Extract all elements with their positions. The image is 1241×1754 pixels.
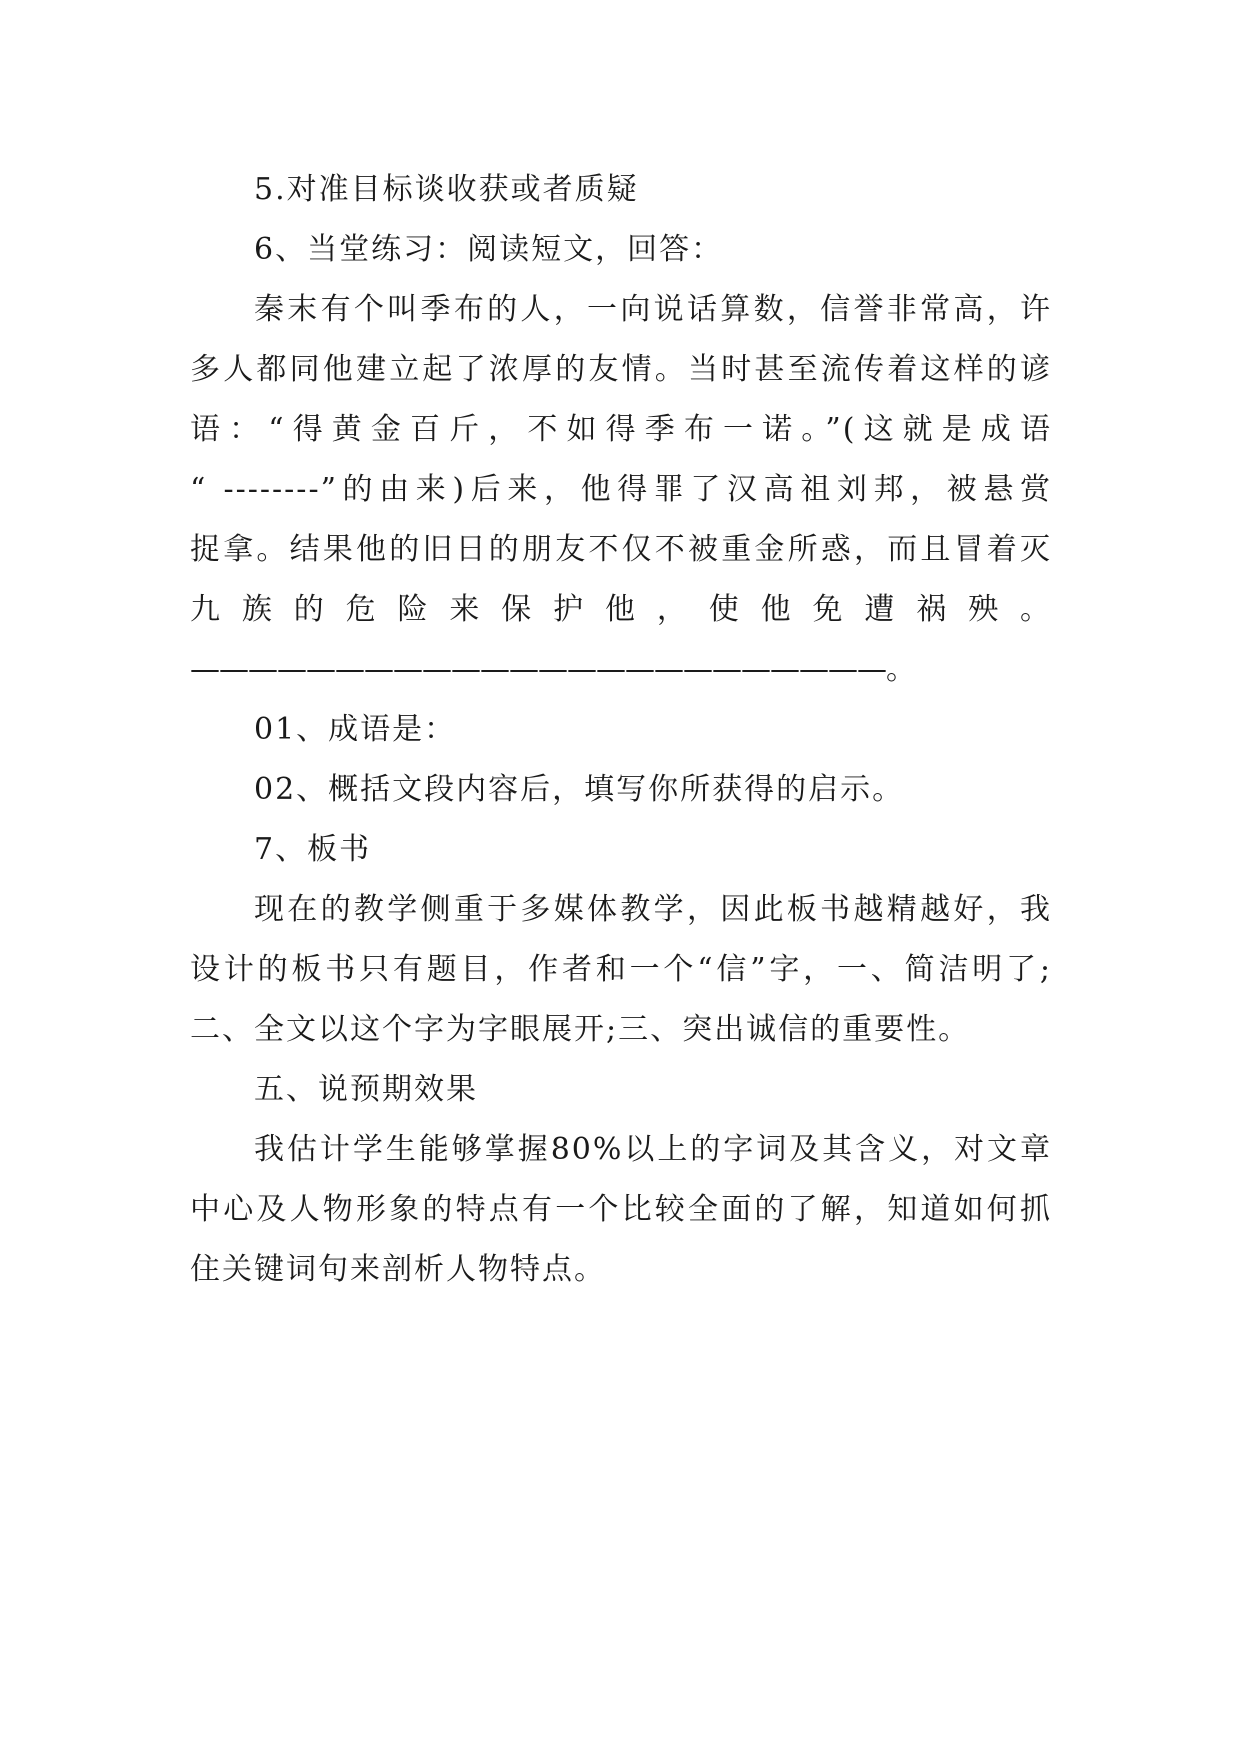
story-line-1: 秦末有个叫季布的人，一向说话算数，信誉非常高，许 (254, 292, 1052, 327)
board-paragraph (190, 880, 1052, 1060)
item-7-heading: 7、板书 (254, 832, 372, 867)
board-line-3: 二、全文以这个字为字眼展开;三、突出诚信的重要性。 (190, 1012, 971, 1047)
effect-paragraph (190, 1120, 1052, 1300)
section-5-heading: 五、说预期效果 (254, 1072, 478, 1107)
item-5-heading: 5.对准目标谈收获或者质疑 (254, 172, 639, 207)
story-line-6: 九族的危险来保护他，使他免遭祸殃。 (190, 592, 1052, 627)
board-line-2: 设计的板书只有题目，作者和一个“信”字，一、简洁明了; (190, 952, 1052, 987)
story-line-5: 捉拿。结果他的旧日的朋友不仅不被重金所惑，而且冒着灭 (190, 532, 1052, 567)
effect-line-2: 中心及人物形象的特点有一个比较全面的了解，知道如何抓 (190, 1192, 1052, 1227)
story-line-3: 语：“得黄金百斤，不如得季布一诺。”(这就是成语 (190, 412, 1052, 447)
board-line-1: 现在的教学侧重于多媒体教学，因此板书越精越好，我 (254, 892, 1052, 927)
effect-line-1: 我估计学生能够掌握80%以上的字词及其含义，对文章 (254, 1132, 1052, 1167)
question-02: 02、概括文段内容后，填写你所获得的启示。 (254, 772, 905, 807)
effect-line-3: 住关键词句来剖析人物特点。 (190, 1252, 606, 1287)
story-line-2: 多人都同他建立起了浓厚的友情。当时甚至流传着这样的谚 (190, 352, 1052, 387)
item-6-heading: 6、当堂练习：阅读短文，回答： (254, 232, 724, 267)
story-paragraph (190, 280, 1052, 700)
story-answer-blank: ————————————————————————。 (190, 652, 915, 687)
document-body (190, 160, 1052, 1300)
question-01: 01、成语是： (254, 712, 457, 747)
story-line-4: “ --------”的由来)后来，他得罪了汉高祖刘邦，被悬赏 (190, 472, 1052, 507)
